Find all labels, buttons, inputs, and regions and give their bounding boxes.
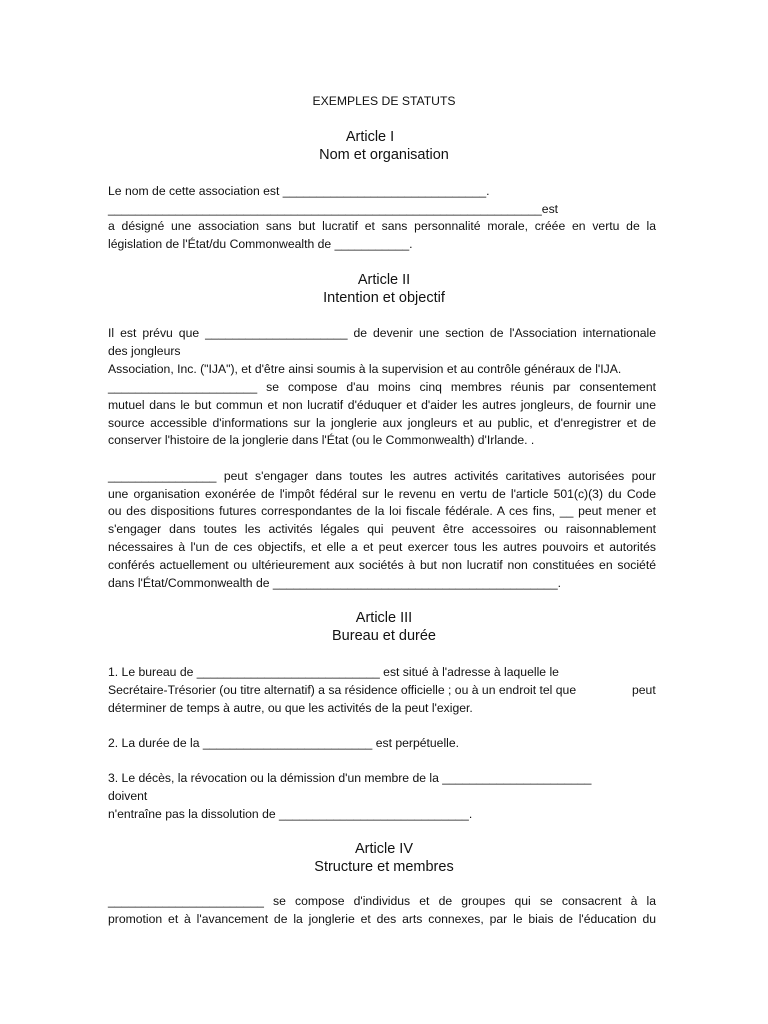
article-2-line: une organisation exonérée de l'impôt fédéral sur le revenu en vertu de l'article 501(c)(3) du Code bbox=[108, 487, 656, 501]
article-3-line: doivent bbox=[108, 789, 148, 803]
article-4-title: Article IV bbox=[354, 841, 413, 857]
article-2-line: Il est prévu que _____________________ de devenir une section de l'Association internationale bbox=[108, 326, 656, 340]
article-3-line: 1. Le bureau de ___________________________ est situé à l'adresse à laquelle le bbox=[108, 665, 559, 679]
article-3-line: déterminer de temps à autre, ou que les activités de la peut l'exiger. bbox=[108, 701, 473, 715]
article-2-line: ______________________ se compose d'au moins cinq membres réunis par consentement bbox=[108, 380, 656, 394]
article-4-subtitle: Structure et membres bbox=[314, 859, 454, 875]
article-3-title: Article III bbox=[355, 610, 413, 626]
article-2-line: ou des dispositions futures correspondantes de la loi fiscale fédérale. A ces fins, __ peut mener et bbox=[108, 504, 656, 518]
article-3-line: Secrétaire-Trésorier (ou titre alternatif) a sa résidence officielle ; ou à un endroit tel que bbox=[108, 683, 577, 697]
article-4-line: promotion et à l'avancement de la jonglerie et des arts connexes, par le biais de l'éducation du bbox=[108, 912, 656, 926]
article-2-line: source accessible d'informations sur la jonglerie aux jongleurs et au public, et d'enregistrer et de bbox=[108, 416, 656, 430]
article-2-line: mutuel dans le but commun et non lucratif d'éduquer et d'aider les autres jongleurs, de fournir une bbox=[108, 398, 656, 412]
article-1-line: a désigné une association sans but lucratif et sans personnalité morale, créée en vertu de la bbox=[108, 219, 656, 233]
article-1-title: Article I bbox=[345, 129, 395, 145]
article-2-line: dans l'État/Commonwealth de __________________________________________. bbox=[108, 576, 561, 590]
article-2-line: Association, Inc. ("IJA"), et d'être ainsi soumis à la supervision et au contrôle généraux de l'IJA. bbox=[108, 362, 622, 376]
article-3-line: peut bbox=[632, 683, 656, 697]
article-2-line: conserver l'histoire de la jonglerie dans l'État (ou le Commonwealth) d'Irlande. . bbox=[108, 433, 535, 447]
article-1-subtitle: Nom et organisation bbox=[319, 147, 449, 163]
article-2-line: des jongleurs bbox=[108, 344, 181, 358]
article-3-subtitle: Bureau et durée bbox=[332, 628, 436, 644]
article-2-line: s'engager dans toutes les activités légales qui peuvent être accessoires ou raisonnablement bbox=[108, 522, 656, 536]
article-2-line: conférés actuellement ou ultérieurement aux sociétés à but non lucratif non constituées en société bbox=[108, 558, 656, 572]
article-1-line: Le nom de cette association est ______________________________. bbox=[108, 184, 490, 198]
article-4-line: _______________________ se compose d'individus et de groupes qui se consacrent à la bbox=[108, 894, 656, 908]
article-1-line: ________________________________________________________________est bbox=[108, 202, 559, 216]
document-title: EXEMPLES DE STATUTS bbox=[312, 94, 456, 108]
article-2-line: nécessaires à l'un de ces objectifs, et elle a et peut exercer tous les autres pouvoirs et autorités bbox=[108, 540, 656, 554]
article-3-line: 3. Le décès, la révocation ou la démission d'un membre de la ______________________ bbox=[108, 771, 592, 785]
article-2-line: ________________ peut s'engager dans toutes les autres activités caritatives autorisées pour bbox=[108, 469, 656, 483]
article-2-title: Article II bbox=[357, 272, 411, 288]
article-1-line: législation de l'État/du Commonwealth de ___________. bbox=[108, 237, 413, 251]
article-3-line: n'entraîne pas la dissolution de ____________________________. bbox=[108, 807, 473, 821]
article-2-subtitle: Intention et objectif bbox=[323, 290, 445, 306]
article-3-line: 2. La durée de la _________________________ est perpétuelle. bbox=[108, 736, 460, 750]
